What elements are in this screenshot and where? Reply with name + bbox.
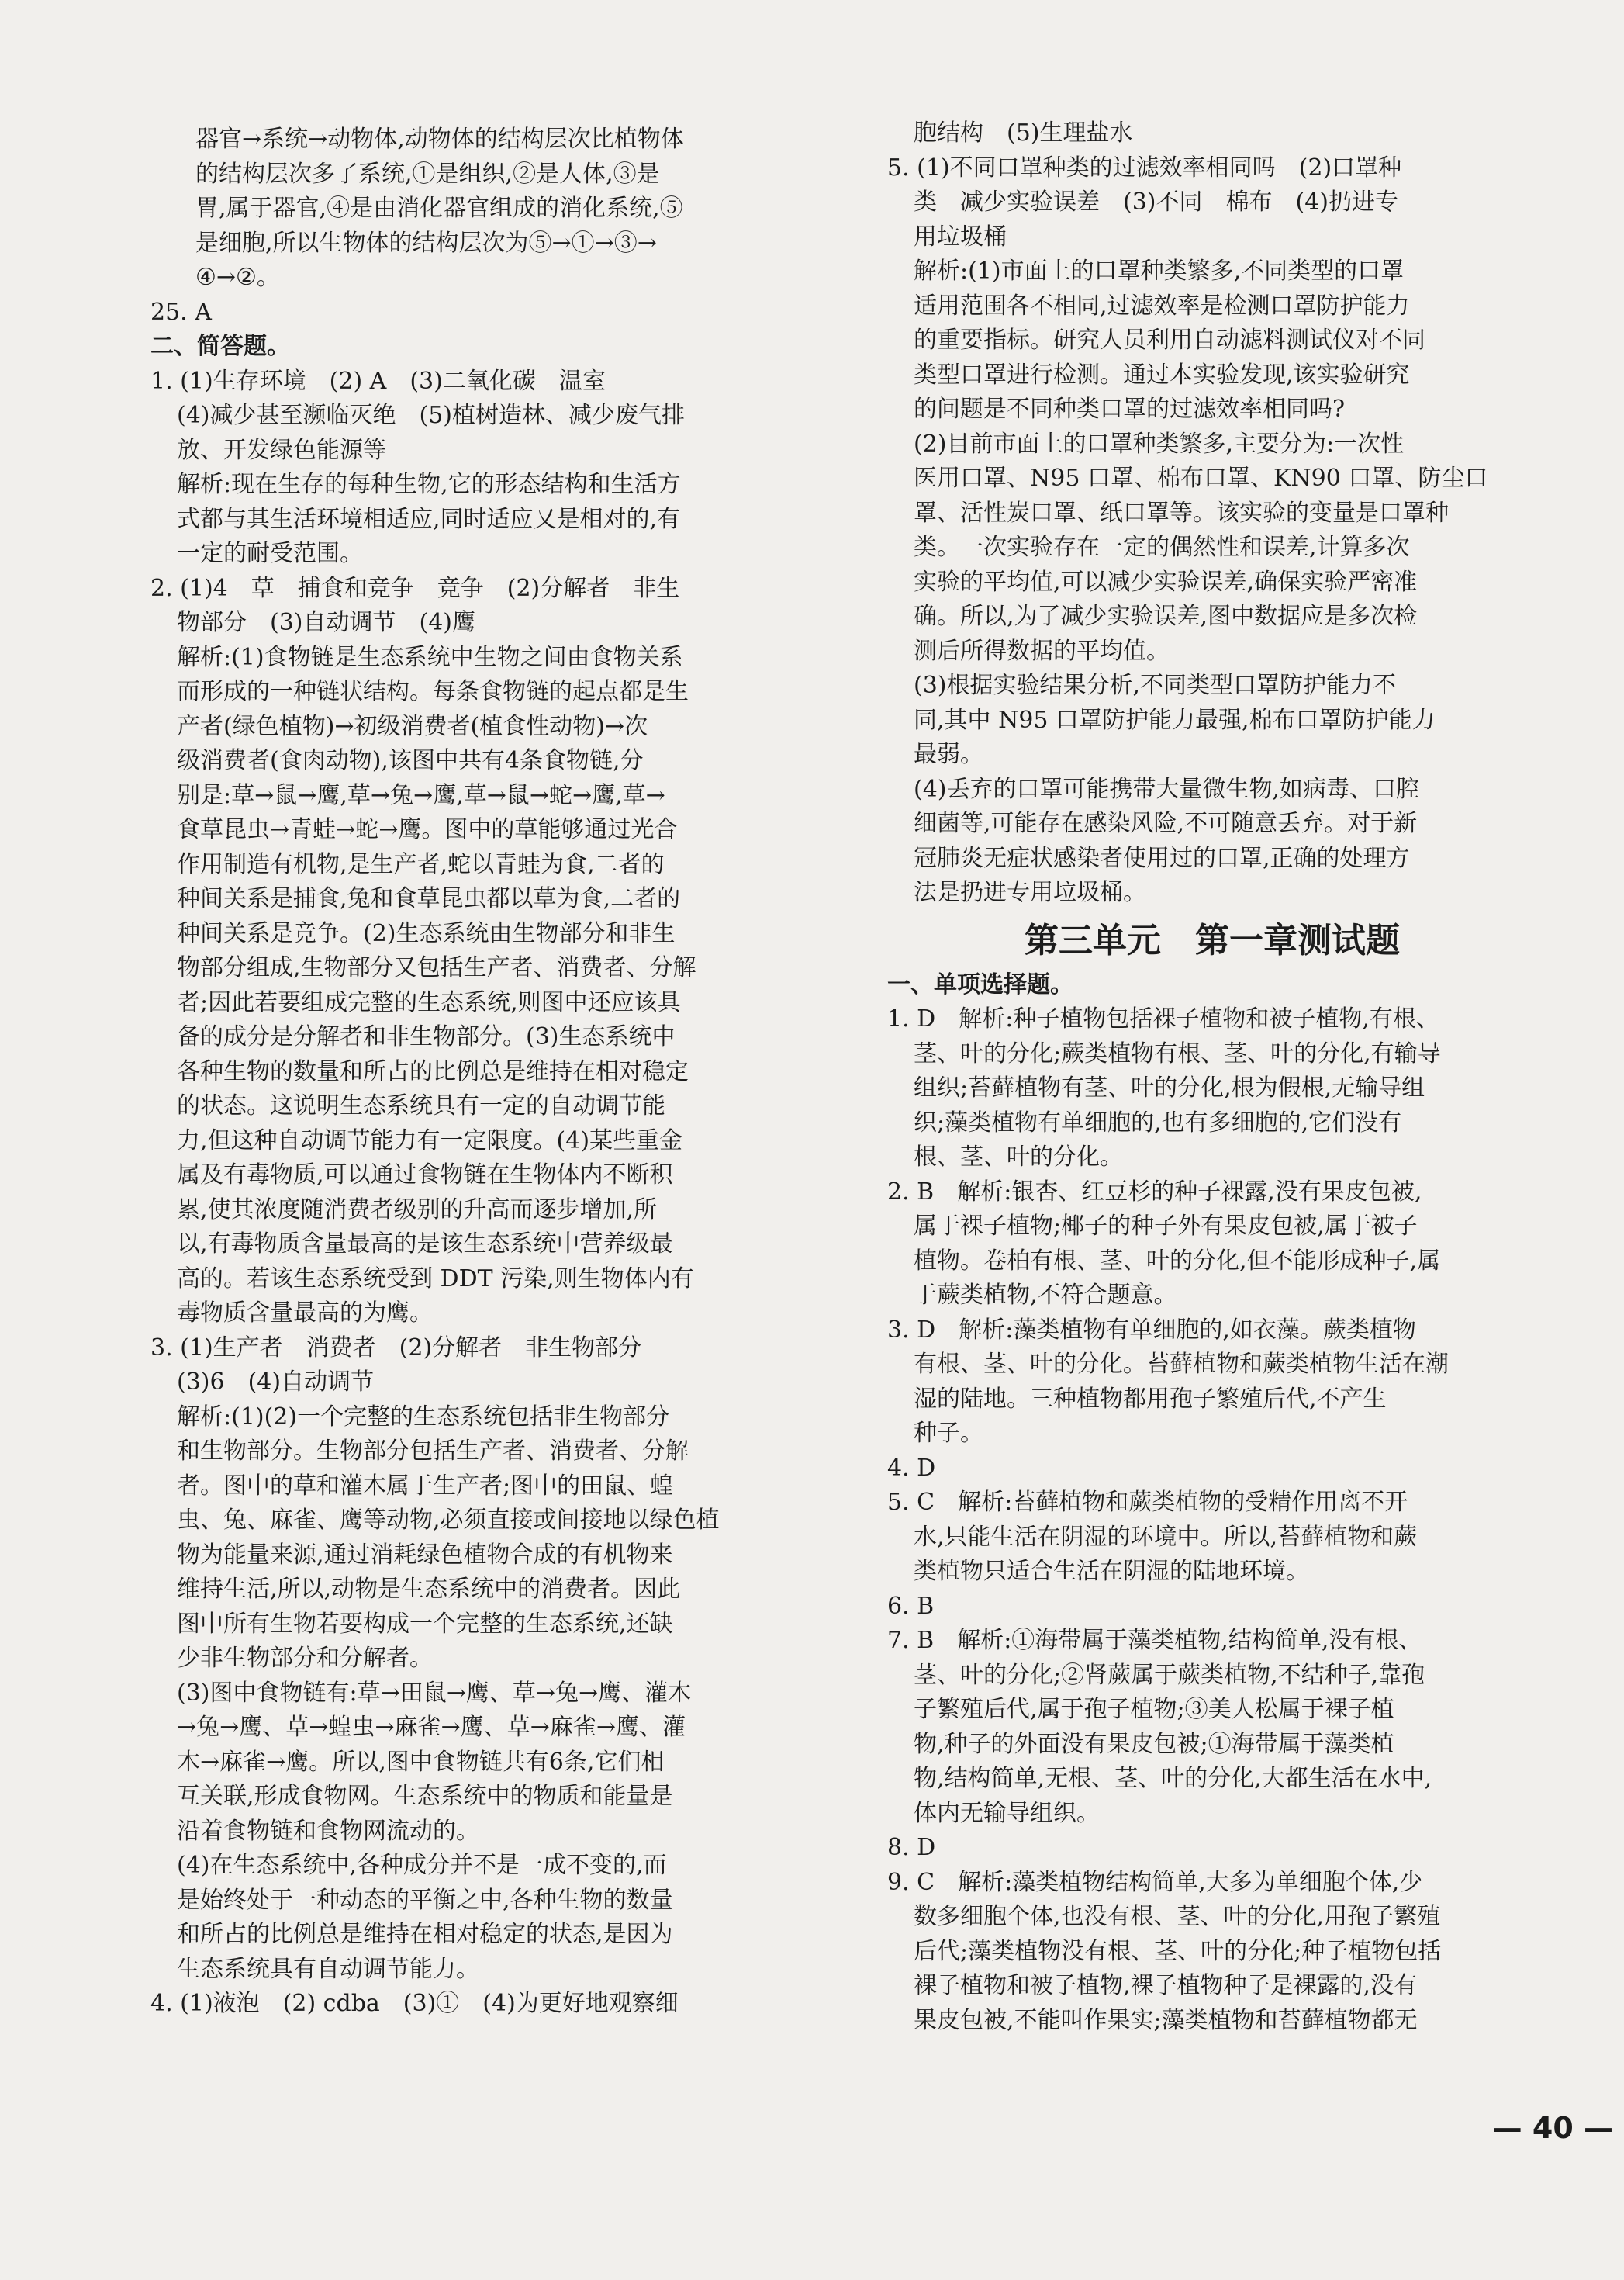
text-line: 后代;藻类植物没有根、茎、叶的分化;种子植物包括 xyxy=(914,1937,1442,1965)
text-line: 备的成分是分解者和非生物部分。(3)生态系统中 xyxy=(177,1023,676,1050)
text-line: 木→麻雀→鹰。所以,图中食物链共有6条,它们相 xyxy=(177,1748,665,1776)
text-line: 别是:草→鼠→鹰,草→兔→鹰,草→鼠→蛇→鹰,草→ xyxy=(177,781,665,809)
text-line: 毒物质含量最高的为鹰。 xyxy=(177,1299,433,1327)
text-line: 的结构层次多了系统,①是组织,②是人体,③是 xyxy=(195,160,660,188)
text-line: 解析:(1)(2)一个完整的生态系统包括非生物部分 xyxy=(177,1403,670,1431)
text-line: 类植物只适合生活在阴湿的陆地环境。 xyxy=(914,1558,1309,1585)
text-line: 体内无输导组织。 xyxy=(914,1799,1100,1827)
text-line: 和生物部分。生物部分包括生产者、消费者、分解 xyxy=(177,1438,689,1465)
text-line: 维持生活,所以,动物是生态系统中的消费者。因此 xyxy=(177,1576,681,1603)
text-line: 类型口罩进行检测。通过本实验发现,该实验研究 xyxy=(914,361,1410,389)
text-line: 类 减少实验误差 (3)不同 棉布 (4)扔进专 xyxy=(914,189,1398,216)
text-line: 沿着食物链和食物网流动的。 xyxy=(177,1817,479,1845)
text-line: 和所占的比例总是维持在相对稳定的状态,是因为 xyxy=(177,1921,673,1948)
page-number: — 40 — xyxy=(1492,2111,1613,2145)
text-line: 的问题是不同种类口罩的过滤效率相同吗? xyxy=(914,396,1346,423)
text-line: 力,但这种自动调节能力有一定限度。(4)某些重金 xyxy=(177,1126,683,1154)
text-line: 最弱。 xyxy=(914,741,983,768)
text-line: 的状态。这说明生态系统具有一定的自动调节能 xyxy=(177,1092,665,1119)
text-line: 是细胞,所以生物体的结构层次为⑤→①→③→ xyxy=(195,229,657,257)
text-line: 高的。若该生态系统受到 DDT 污染,则生物体内有 xyxy=(177,1265,694,1292)
text-line: (4)在生态系统中,各种成分并不是一成不变的,而 xyxy=(177,1852,667,1879)
text-line: 放、开发绿色能源等 xyxy=(177,436,386,464)
text-line: (4)丢弃的口罩可能携带大量微生物,如病毒、口腔 xyxy=(914,775,1420,803)
text-line: 6. B xyxy=(887,1592,935,1620)
text-line: 产者(绿色植物)→初级消费者(植食性动物)→次 xyxy=(177,712,648,740)
text-line: 8. D xyxy=(887,1834,936,1861)
text-line: 1. (1)生存环境 (2) A (3)二氧化碳 温室 xyxy=(150,367,606,395)
text-line: 同,其中 N95 口罩防护能力最强,棉布口罩防护能力 xyxy=(914,706,1436,734)
text-line: 物,结构简单,无根、茎、叶的分化,大都生活在水中, xyxy=(914,1765,1432,1792)
text-line: 少非生物部分和分解者。 xyxy=(177,1645,433,1672)
unit-title: 第三单元 第一章测试题 xyxy=(1025,920,1400,960)
text-line: →兔→鹰、草→蝗虫→麻雀→鹰、草→麻雀→鹰、灌 xyxy=(177,1714,686,1741)
text-line: 是始终处于一种动态的平衡之中,各种生物的数量 xyxy=(177,1886,673,1914)
text-line: 而形成的一种链状结构。每条食物链的起点都是生 xyxy=(177,678,689,705)
text-line: 组织;苔藓植物有茎、叶的分化,根为假根,无输导组 xyxy=(914,1074,1425,1102)
right-column xyxy=(887,116,1537,2038)
text-line: 用垃圾桶 xyxy=(914,223,1007,251)
text-line: 解析:现在生存的每种生物,它的形态结构和生活方 xyxy=(177,471,681,498)
text-line: 湿的陆地。三种植物都用孢子繁殖后代,不产生 xyxy=(914,1385,1387,1413)
text-line: 法是扔进专用垃圾桶。 xyxy=(914,879,1146,906)
text-line: 类。一次实验存在一定的偶然性和误差,计算多次 xyxy=(914,534,1410,561)
text-line: 冠肺炎无症状感染者使用过的口罩,正确的处理方 xyxy=(914,844,1410,872)
text-line: 细菌等,可能存在感染风险,不可随意丢弃。对于新 xyxy=(914,810,1418,837)
text-line: 互关联,形成食物网。生态系统中的物质和能量是 xyxy=(177,1783,673,1810)
text-line: (3)图中食物链有:草→田鼠→鹰、草→兔→鹰、灌木 xyxy=(177,1679,692,1707)
text-line: 有根、茎、叶的分化。苔藓植物和蕨类植物生活在潮 xyxy=(914,1351,1449,1378)
text-line: 物为能量来源,通过消耗绿色植物合成的有机物来 xyxy=(177,1541,673,1569)
text-line: 确。所以,为了减少实验误差,图中数据应是多次检 xyxy=(914,603,1418,630)
text-line: 器官→系统→动物体,动物体的结构层次比植物体 xyxy=(195,126,684,153)
text-line: 7. B 解析:①海带属于藻类植物,结构简单,没有根、 xyxy=(887,1627,1422,1654)
text-line: 图中所有生物若要构成一个完整的生态系统,还缺 xyxy=(177,1610,673,1638)
text-line: 一定的耐受范围。 xyxy=(177,540,363,567)
text-line: ④→②。 xyxy=(195,264,280,291)
text-line: 种子。 xyxy=(914,1420,983,1447)
text-line: 水,只能生活在阴湿的环境中。所以,苔藓植物和蕨 xyxy=(914,1523,1418,1551)
text-line: 茎、叶的分化;②肾蕨属于蕨类植物,不结种子,靠孢 xyxy=(914,1661,1425,1689)
text-line: 子繁殖后代,属于孢子植物;③美人松属于裸子植 xyxy=(914,1696,1394,1723)
text-line: (3)根据实验结果分析,不同类型口罩防护能力不 xyxy=(914,672,1397,699)
text-line: 属于裸子植物;椰子的种子外有果皮包被,属于被子 xyxy=(914,1213,1418,1240)
right-column-bottom xyxy=(887,968,1537,2039)
text-line: 实验的平均值,可以减少实验误差,确保实验严密准 xyxy=(914,568,1418,596)
text-line: 物部分组成,生物部分又包括生产者、消费者、分解 xyxy=(177,954,696,981)
text-line: 2. B 解析:银杏、红豆杉的种子裸露,没有果皮包被, xyxy=(887,1178,1422,1206)
text-line: 于蕨类植物,不符合题意。 xyxy=(914,1282,1177,1309)
text-line: 茎、叶的分化;蕨类植物有根、茎、叶的分化,有输导 xyxy=(914,1040,1441,1067)
text-line: 适用范围各不相同,过滤效率是检测口罩防护能力 xyxy=(914,292,1410,320)
text-line: 3. (1)生产者 消费者 (2)分解者 非生物部分 xyxy=(150,1334,642,1361)
text-line: 25. A xyxy=(150,298,212,326)
text-line: 种间关系是竞争。(2)生态系统由生物部分和非生 xyxy=(177,919,676,947)
text-line: 一、单项选择题。 xyxy=(887,970,1073,998)
text-line: 医用口罩、N95 口罩、棉布口罩、KN90 口罩、防尘口 xyxy=(914,465,1488,492)
text-line: 5. C 解析:苔藓植物和蕨类植物的受精作用离不开 xyxy=(887,1489,1408,1516)
text-line: 以,有毒物质含量最高的是该生态系统中营养级最 xyxy=(177,1230,673,1258)
text-line: 二、简答题。 xyxy=(150,333,290,360)
text-line: (3)6 (4)自动调节 xyxy=(177,1368,375,1396)
text-line: 数多细胞个体,也没有根、茎、叶的分化,用孢子繁殖 xyxy=(914,1903,1441,1930)
text-line: 裸子植物和被子植物,裸子植物种子是裸露的,没有 xyxy=(914,1972,1418,1999)
left-column xyxy=(150,123,802,2022)
text-line: 5. (1)不同口罩种类的过滤效率相同吗 (2)口罩种 xyxy=(887,154,1402,182)
text-line: 属及有毒物质,可以通过食物链在生物体内不断积 xyxy=(177,1161,673,1188)
text-line: 物,种子的外面没有果皮包被;①海带属于藻类植 xyxy=(914,1730,1394,1758)
text-line: 1. D 解析:种子植物包括裸子植物和被子植物,有根、 xyxy=(887,1005,1439,1033)
text-line: 物部分 (3)自动调节 (4)鹰 xyxy=(177,609,475,636)
text-line: 者;因此若要组成完整的生态系统,则图中还应该具 xyxy=(177,988,681,1016)
text-line: 植物。卷柏有根、茎、叶的分化,但不能形成种子,属 xyxy=(914,1247,1441,1275)
text-line: 罩、活性炭口罩、纸口罩等。该实验的变量是口罩种 xyxy=(914,499,1449,527)
text-line: 4. D xyxy=(887,1454,936,1482)
text-line: 种间关系是捕食,兔和食草昆虫都以草为食,二者的 xyxy=(177,885,681,912)
text-line: 作用制造有机物,是生产者,蛇以青蛙为食,二者的 xyxy=(177,850,665,878)
text-line: 胞结构 (5)生理盐水 xyxy=(914,119,1133,147)
text-line: 织;藻类植物有单细胞的,也有多细胞的,它们没有 xyxy=(914,1109,1402,1137)
text-line: 者。图中的草和灌木属于生产者;图中的田鼠、蝗 xyxy=(177,1472,674,1500)
text-line: (4)减少甚至濒临灭绝 (5)植树造林、减少废气排 xyxy=(177,402,685,429)
text-line: 胃,属于器官,④是由消化器官组成的消化系统,⑤ xyxy=(195,195,683,222)
text-line: 解析:(1)市面上的口罩种类繁多,不同类型的口罩 xyxy=(914,258,1405,285)
text-line: 根、茎、叶的分化。 xyxy=(914,1143,1123,1171)
text-line: 果皮包被,不能叫作果实;藻类植物和苔藓植物都无 xyxy=(914,2006,1418,2034)
text-line: 解析:(1)食物链是生态系统中生物之间由食物关系 xyxy=(177,643,683,671)
text-line: (2)目前市面上的口罩种类繁多,主要分为:一次性 xyxy=(914,430,1405,458)
text-line: 生态系统具有自动调节能力。 xyxy=(177,1955,479,1983)
text-line: 测后所得数据的平均值。 xyxy=(914,637,1170,665)
text-line: 累,使其浓度随消费者级别的升高而逐步增加,所 xyxy=(177,1195,658,1223)
text-line: 3. D 解析:藻类植物有单细胞的,如衣藻。蕨类植物 xyxy=(887,1316,1416,1344)
text-line: 2. (1)4 草 捕食和竞争 竞争 (2)分解者 非生 xyxy=(150,574,680,602)
right-column-top xyxy=(887,116,1537,911)
text-line: 级消费者(食肉动物),该图中共有4条食物链,分 xyxy=(177,747,644,774)
text-line: 式都与其生活环境相适应,同时适应又是相对的,有 xyxy=(177,505,681,533)
text-line: 虫、兔、麻雀、鹰等动物,必须直接或间接地以绿色植 xyxy=(177,1507,720,1534)
text-line: 的重要指标。研究人员利用自动滤料测试仪对不同 xyxy=(914,327,1425,354)
text-line: 4. (1)液泡 (2) cdba (3)① (4)为更好地观察细 xyxy=(150,1990,679,2017)
text-line: 9. C 解析:藻类植物结构简单,大多为单细胞个体,少 xyxy=(887,1868,1423,1896)
text-line: 食草昆虫→青蛙→蛇→鹰。图中的草能够通过光合 xyxy=(177,816,678,843)
text-line: 各种生物的数量和所占的比例总是维持在相对稳定 xyxy=(177,1057,689,1085)
